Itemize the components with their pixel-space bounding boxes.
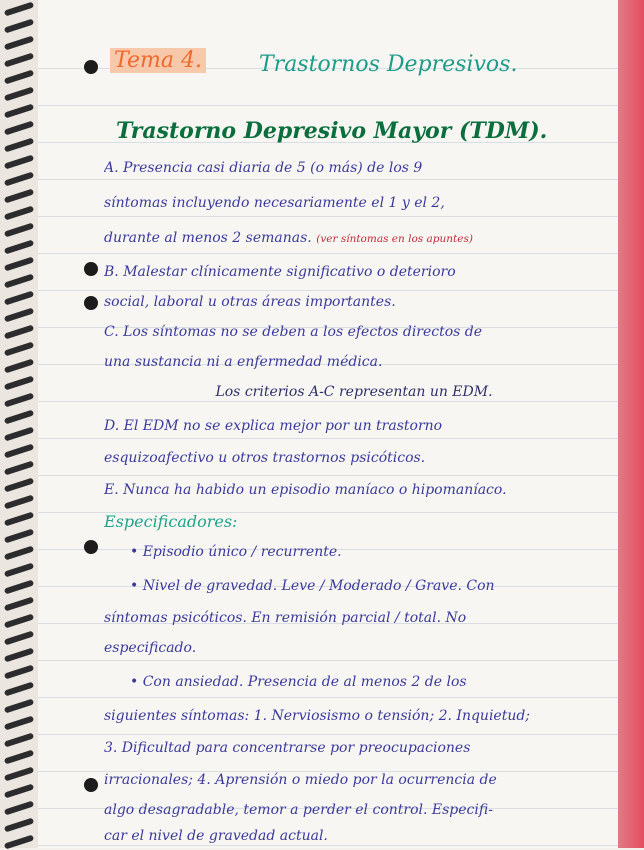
tema-label: Tema 4. xyxy=(110,48,206,73)
spiral-coil xyxy=(4,631,34,646)
text-line-8: Los criterios A-C representan un EDM. xyxy=(215,384,493,400)
spiral-coil xyxy=(4,189,34,204)
spiral-coil xyxy=(4,546,34,561)
text-line-12: Especificadores: xyxy=(104,512,238,531)
spiral-coil xyxy=(4,206,34,221)
spiral-coil xyxy=(4,682,34,697)
text-line-2: síntomas incluyendo necesariamente el 1 y el 2, xyxy=(104,195,445,211)
punch-hole xyxy=(84,262,98,276)
text-line-17: • Con ansiedad. Presencia de al menos 2 de los xyxy=(130,674,467,690)
punch-hole xyxy=(84,540,98,554)
spiral-coil xyxy=(4,155,34,170)
spiral-coil xyxy=(4,495,34,510)
spiral-coil xyxy=(4,767,34,782)
text-line-6: C. Los síntomas no se deben a los efectos directos de xyxy=(104,324,483,340)
spiral-coil xyxy=(4,36,34,51)
text-line-15: síntomas psicóticos. En remisión parcial / total. No xyxy=(104,610,467,626)
spiral-coil xyxy=(4,444,34,459)
spiral-binding xyxy=(0,0,38,848)
spiral-coil xyxy=(4,359,34,374)
text-line-14: • Nivel de gravedad. Leve / Moderado / Grave. Con xyxy=(130,578,495,594)
spiral-coil xyxy=(4,393,34,408)
spiral-coil xyxy=(4,427,34,442)
spiral-coil xyxy=(4,2,34,17)
section-title: Trastorno Depresivo Mayor (TDM). xyxy=(116,118,548,144)
page-header xyxy=(104,44,604,88)
spiral-coil xyxy=(4,274,34,289)
text-line-10: esquizoafectivo u otros trastornos psicóticos. xyxy=(104,450,426,466)
spiral-coil xyxy=(4,529,34,544)
punch-hole xyxy=(84,778,98,792)
spiral-coil xyxy=(4,138,34,153)
spiral-coil xyxy=(4,104,34,119)
text-line-7: una sustancia ni a enfermedad médica. xyxy=(104,354,383,370)
spiral-coil xyxy=(4,733,34,748)
spiral-coil xyxy=(4,376,34,391)
spiral-coil xyxy=(4,818,34,833)
spiral-coil xyxy=(4,461,34,476)
spiral-coil xyxy=(4,750,34,765)
text-line-1: A. Presencia casi diaria de 5 (o más) de los 9 xyxy=(104,160,423,176)
spiral-coil xyxy=(4,70,34,85)
spiral-coil xyxy=(4,784,34,799)
spiral-coil xyxy=(4,223,34,238)
text-line-3-note: (ver síntomas en los apuntes) xyxy=(316,233,473,245)
text-line-9: D. El EDM no se explica mejor por un trastorno xyxy=(104,418,443,434)
spiral-coil xyxy=(4,342,34,357)
spiral-coil xyxy=(4,614,34,629)
spiral-coil xyxy=(4,257,34,272)
spiral-coil xyxy=(4,512,34,527)
spiral-coil xyxy=(4,291,34,306)
spiral-coil xyxy=(4,121,34,136)
text-line-20: irracionales; 4. Aprensión o miedo por la ocurrencia de xyxy=(104,772,497,788)
spiral-coil xyxy=(4,240,34,255)
punch-hole xyxy=(84,60,98,74)
spiral-coil xyxy=(4,665,34,680)
spiral-coil xyxy=(4,648,34,663)
spiral-coil xyxy=(4,53,34,68)
text-line-16: especificado. xyxy=(104,640,197,656)
text-line-11: E. Nunca ha habido un episodio maníaco o hipomaníaco. xyxy=(104,482,507,498)
text-line-5: social, laboral u otras áreas importantes. xyxy=(104,294,396,310)
spiral-coil xyxy=(4,172,34,187)
spiral-coil xyxy=(4,87,34,102)
spiral-coil xyxy=(4,597,34,612)
text-line-19: 3. Dificultad para concentrarse por preocupaciones xyxy=(104,740,471,756)
spiral-coil xyxy=(4,716,34,731)
text-line-3 xyxy=(104,228,604,249)
text-line-3-main: durante al menos 2 semanas. xyxy=(104,230,312,246)
spiral-coil xyxy=(4,801,34,816)
spiral-coil xyxy=(4,478,34,493)
spiral-coil xyxy=(4,580,34,595)
spiral-coil xyxy=(4,410,34,425)
spiral-coil xyxy=(4,699,34,714)
text-line-18: siguientes síntomas: 1. Nerviosismo o tensión; 2. Inquietud; xyxy=(104,708,531,724)
spiral-coil xyxy=(4,835,34,850)
spiral-coil xyxy=(4,19,34,34)
spiral-coil xyxy=(4,308,34,323)
spiral-coil xyxy=(4,563,34,578)
tema-title: Trastornos Depresivos. xyxy=(259,52,518,77)
text-line-22: car el nivel de gravedad actual. xyxy=(104,828,328,844)
punch-hole xyxy=(84,296,98,310)
spiral-coil xyxy=(4,325,34,340)
red-divider-tab xyxy=(618,0,644,848)
text-line-13: • Episodio único / recurrente. xyxy=(130,544,342,560)
text-line-4: B. Malestar clínicamente significativo o deterioro xyxy=(104,264,456,280)
text-line-21: algo desagradable, temor a perder el control. Especifi- xyxy=(104,802,493,818)
